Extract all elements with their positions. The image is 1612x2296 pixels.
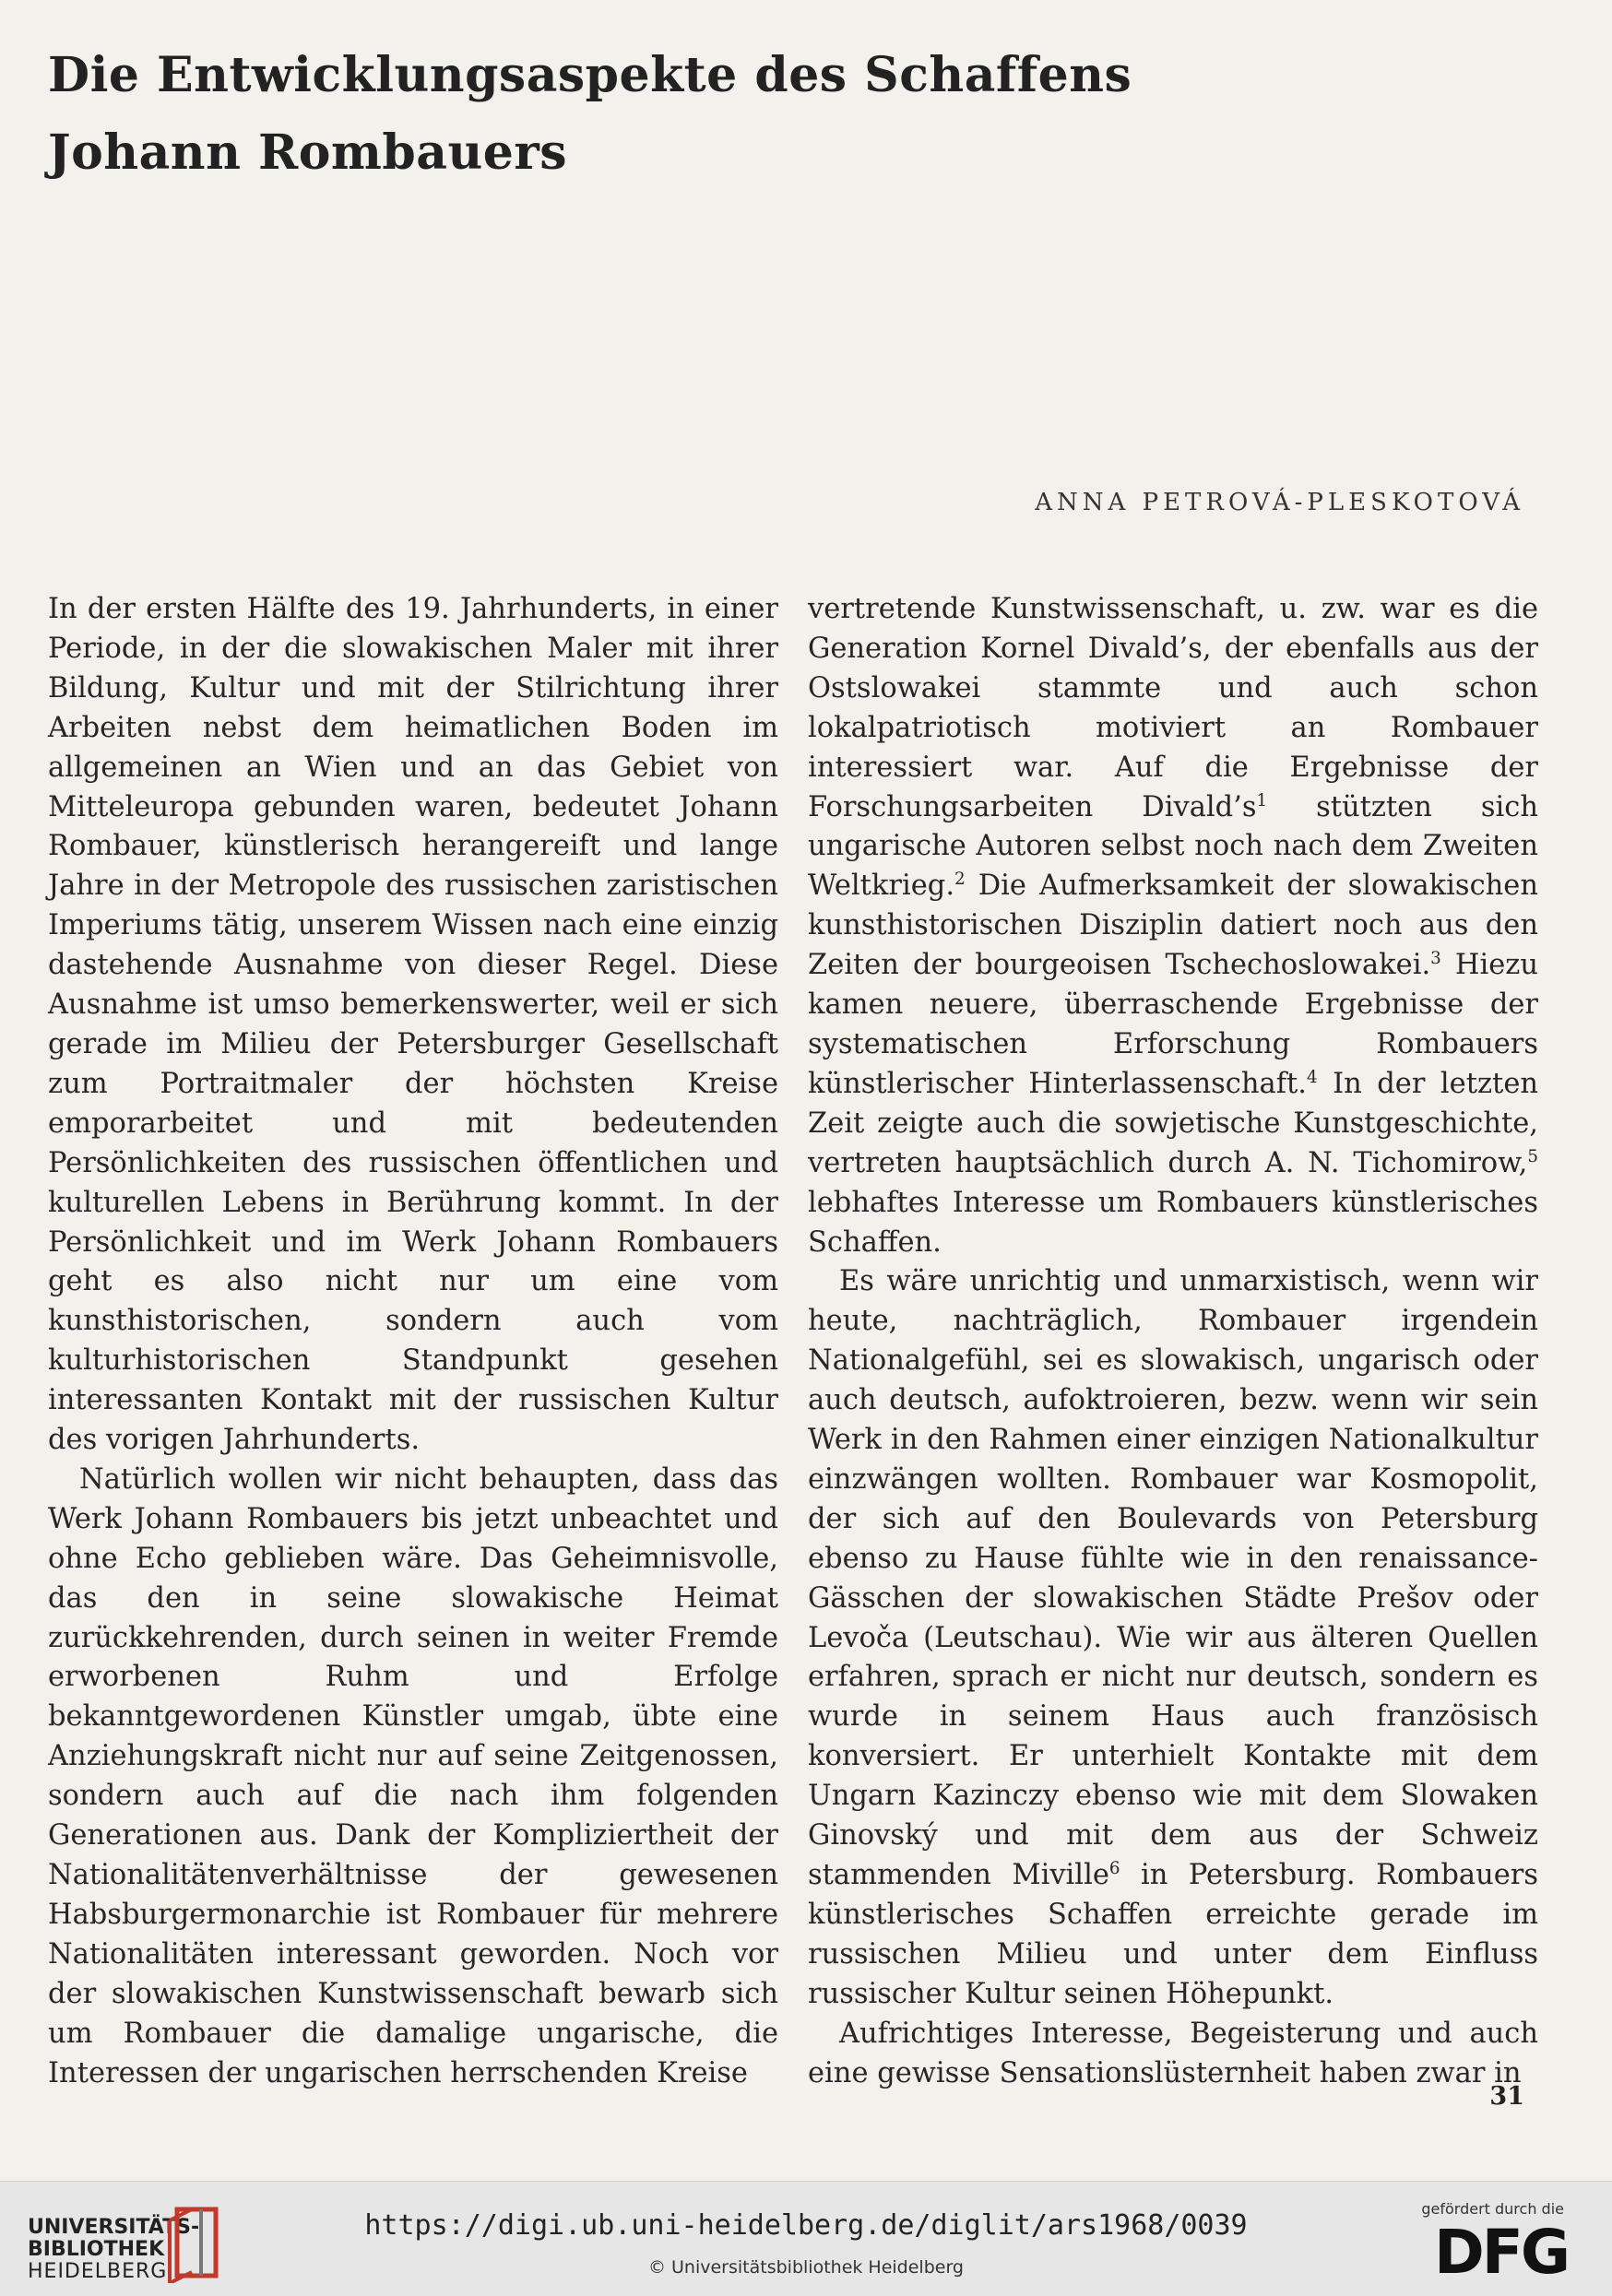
funding-label: gefördert durch die [1421, 2200, 1564, 2218]
library-name-line: BIBLIOTHEK [28, 2238, 165, 2261]
title-line-1: Die Entwicklungsaspekte des Schaffens [48, 47, 1132, 103]
library-name-line: HEIDELBERG [28, 2260, 168, 2283]
footnote-ref[interactable]: 2 [954, 870, 966, 890]
right-column [808, 590, 1538, 2093]
page-number: 31 [1489, 2082, 1524, 2111]
paragraph: Aufrichtiges Interesse, Begeisterung und auch eine gewisse Sensationslüsternheit haben zwar in [808, 2017, 1538, 2089]
footnote-ref[interactable]: 6 [1108, 1858, 1120, 1878]
paragraph [808, 590, 1538, 1262]
text-run: vertretende Kunstwissenschaft, u. zw. war es die Generation Kornel Divald’s, der ebenfalls aus der Ostslowakei stammte und auch schon lokalpatriotisch motiviert an Rombauer interessiert war. Auf die Ergebnisse der Forschungsarbeiten Divald’s [808, 593, 1538, 823]
text-run: Es wäre unrichtig und unmarxistisch, wenn wir heute, nachträglich, Rombauer irgendein Nationalgefühl, sei es slowakisch, ungarisch oder auch deutsch, aufoktroieren, bezw. wenn wir sein Werk in den Rahmen einer einzigen Nationalkultur einzwängen wollten. Rombauer war Kosmopolit, der sich auf den Boulevards von Petersburg ebenso zu Hause fühlte wie in den renaissance-Gässchen der slowakischen Städte Prešov oder Levoča (Leutschau). Wie wir aus älteren Quellen erfahren, sprach er nicht nur deutsch, sondern es wurde in seinem Haus auch französisch konversiert. Er unterhielt Kontakte mit dem Ungarn Kazinczy ebenso wie mit dem Slowaken Ginovský und mit dem aus der Schweiz stammenden Miville [808, 1265, 1538, 1891]
dfg-logo[interactable]: DFG [1433, 2217, 1568, 2288]
copyright-notice: © Universitätsbibliothek Heidelberg [647, 2257, 964, 2278]
title-line-2: Johann Rombauers [48, 124, 568, 181]
text-run: lebhaftes Interesse um Rombauers künstlerisches Schaffen. [808, 1186, 1538, 1259]
viewer-footer [0, 2181, 1612, 2296]
text-run: In der letzten Zeit zeigte auch die sowjetische Kunstgeschichte, vertreten hauptsächlich durch A. N. Tichomirow, [808, 1067, 1539, 1179]
footnote-ref[interactable]: 5 [1527, 1146, 1538, 1166]
text-run: in Petersburg. Rombauers künstlerisches Schaffen erreichte gerade im russischen Milieu und unter dem Einfluss russischer Kultur seinen Höhepunkt. [808, 1859, 1538, 2010]
permalink-url[interactable]: https://digi.ub.uni-heidelberg.de/diglit/ars1968/0039 [364, 2209, 1248, 2242]
text-run: stützten sich ungarische Autoren selbst noch nach dem Zweiten Weltkrieg. [808, 790, 1538, 903]
paragraph: Natürlich wollen wir nicht behaupten, dass das Werk Johann Rombauers bis jetzt unbeachtet und ohne Echo geblieben wäre. Das Geheimnisvolle, das den in seine slowakische Heimat zurückkehrenden, durch seinen in weiter Fremde erworbenen Ruhm und Erfolge bekanntgewordenen Künstler umgab, übte eine Anziehungskraft nicht nur auf seine Zeitgenossen, sondern auch auf die nach ihm folgenden Generationen aus. Dank der Kompliziertheit der Nationalitätenverhältnisse der gewesenen Habsburgermonarchie ist Rombauer für mehrere Nationalitäten interessant geworden. Noch vor der slowakischen Kunstwissenschaft bewarb sich um Rombauer die damalige ungarische, die Interessen der ungarischen herrschenden Kreise [48, 1462, 778, 2089]
paragraph [808, 1262, 1538, 2014]
footnote-ref[interactable]: 4 [1306, 1067, 1318, 1087]
footnote-ref[interactable]: 3 [1430, 949, 1441, 968]
footnote-ref[interactable]: 1 [1256, 790, 1268, 811]
text-run: Hiezu kamen neuere, überraschende Ergebnisse der systematischen Erforschung Rombauers künstlerischer Hinterlassenschaft. [808, 949, 1539, 1100]
left-column [48, 590, 778, 2093]
library-name-line: UNIVERSITÄTS- [28, 2216, 200, 2239]
article-title [48, 37, 1339, 192]
paragraph: In der ersten Hälfte des 19. Jahrhunderts, in einer Periode, in der die slowakischen Maler mit ihrer Bildung, Kultur und mit der Stilrichtung ihrer Arbeiten nebst dem heimatlichen Boden im allgemeinen an Wien und an das Gebiet von Mitteleuropa gebunden waren, bedeutet Johann Rombauer, künstlerisch herangereift und lange Jahre in der Metropole des russischen zaristischen Imperiums tätig, unserem Wissen nach eine einzig dastehende Ausnahme von dieser Regel. Diese Ausnahme ist umso bemerkenswerter, weil er sich gerade im Milieu der Petersburger Gesellschaft zum Portraitmaler der höchsten Kreise emporarbeitet und mit bedeutenden Persönlichkeiten des russischen öffentlichen und kulturellen Lebens in Berührung kommt. In der Persönlichkeit und im Werk Johann Rombauers geht es also nicht nur um eine vom kunsthistorischen, sondern auch vom kulturhistorischen Standpunkt gesehen interessanten Kontakt mit der russischen Kultur des vorigen Jahrhunderts. [48, 593, 778, 1457]
text-run: Die Aufmerksamkeit der slowakischen kunsthistorischen Disziplin datiert noch aus den Zeiten der bourgeoisen Tschechoslowakei. [808, 870, 1538, 982]
author-name: ANNA PETROVÁ-PLESKOTOVÁ [1035, 489, 1524, 516]
